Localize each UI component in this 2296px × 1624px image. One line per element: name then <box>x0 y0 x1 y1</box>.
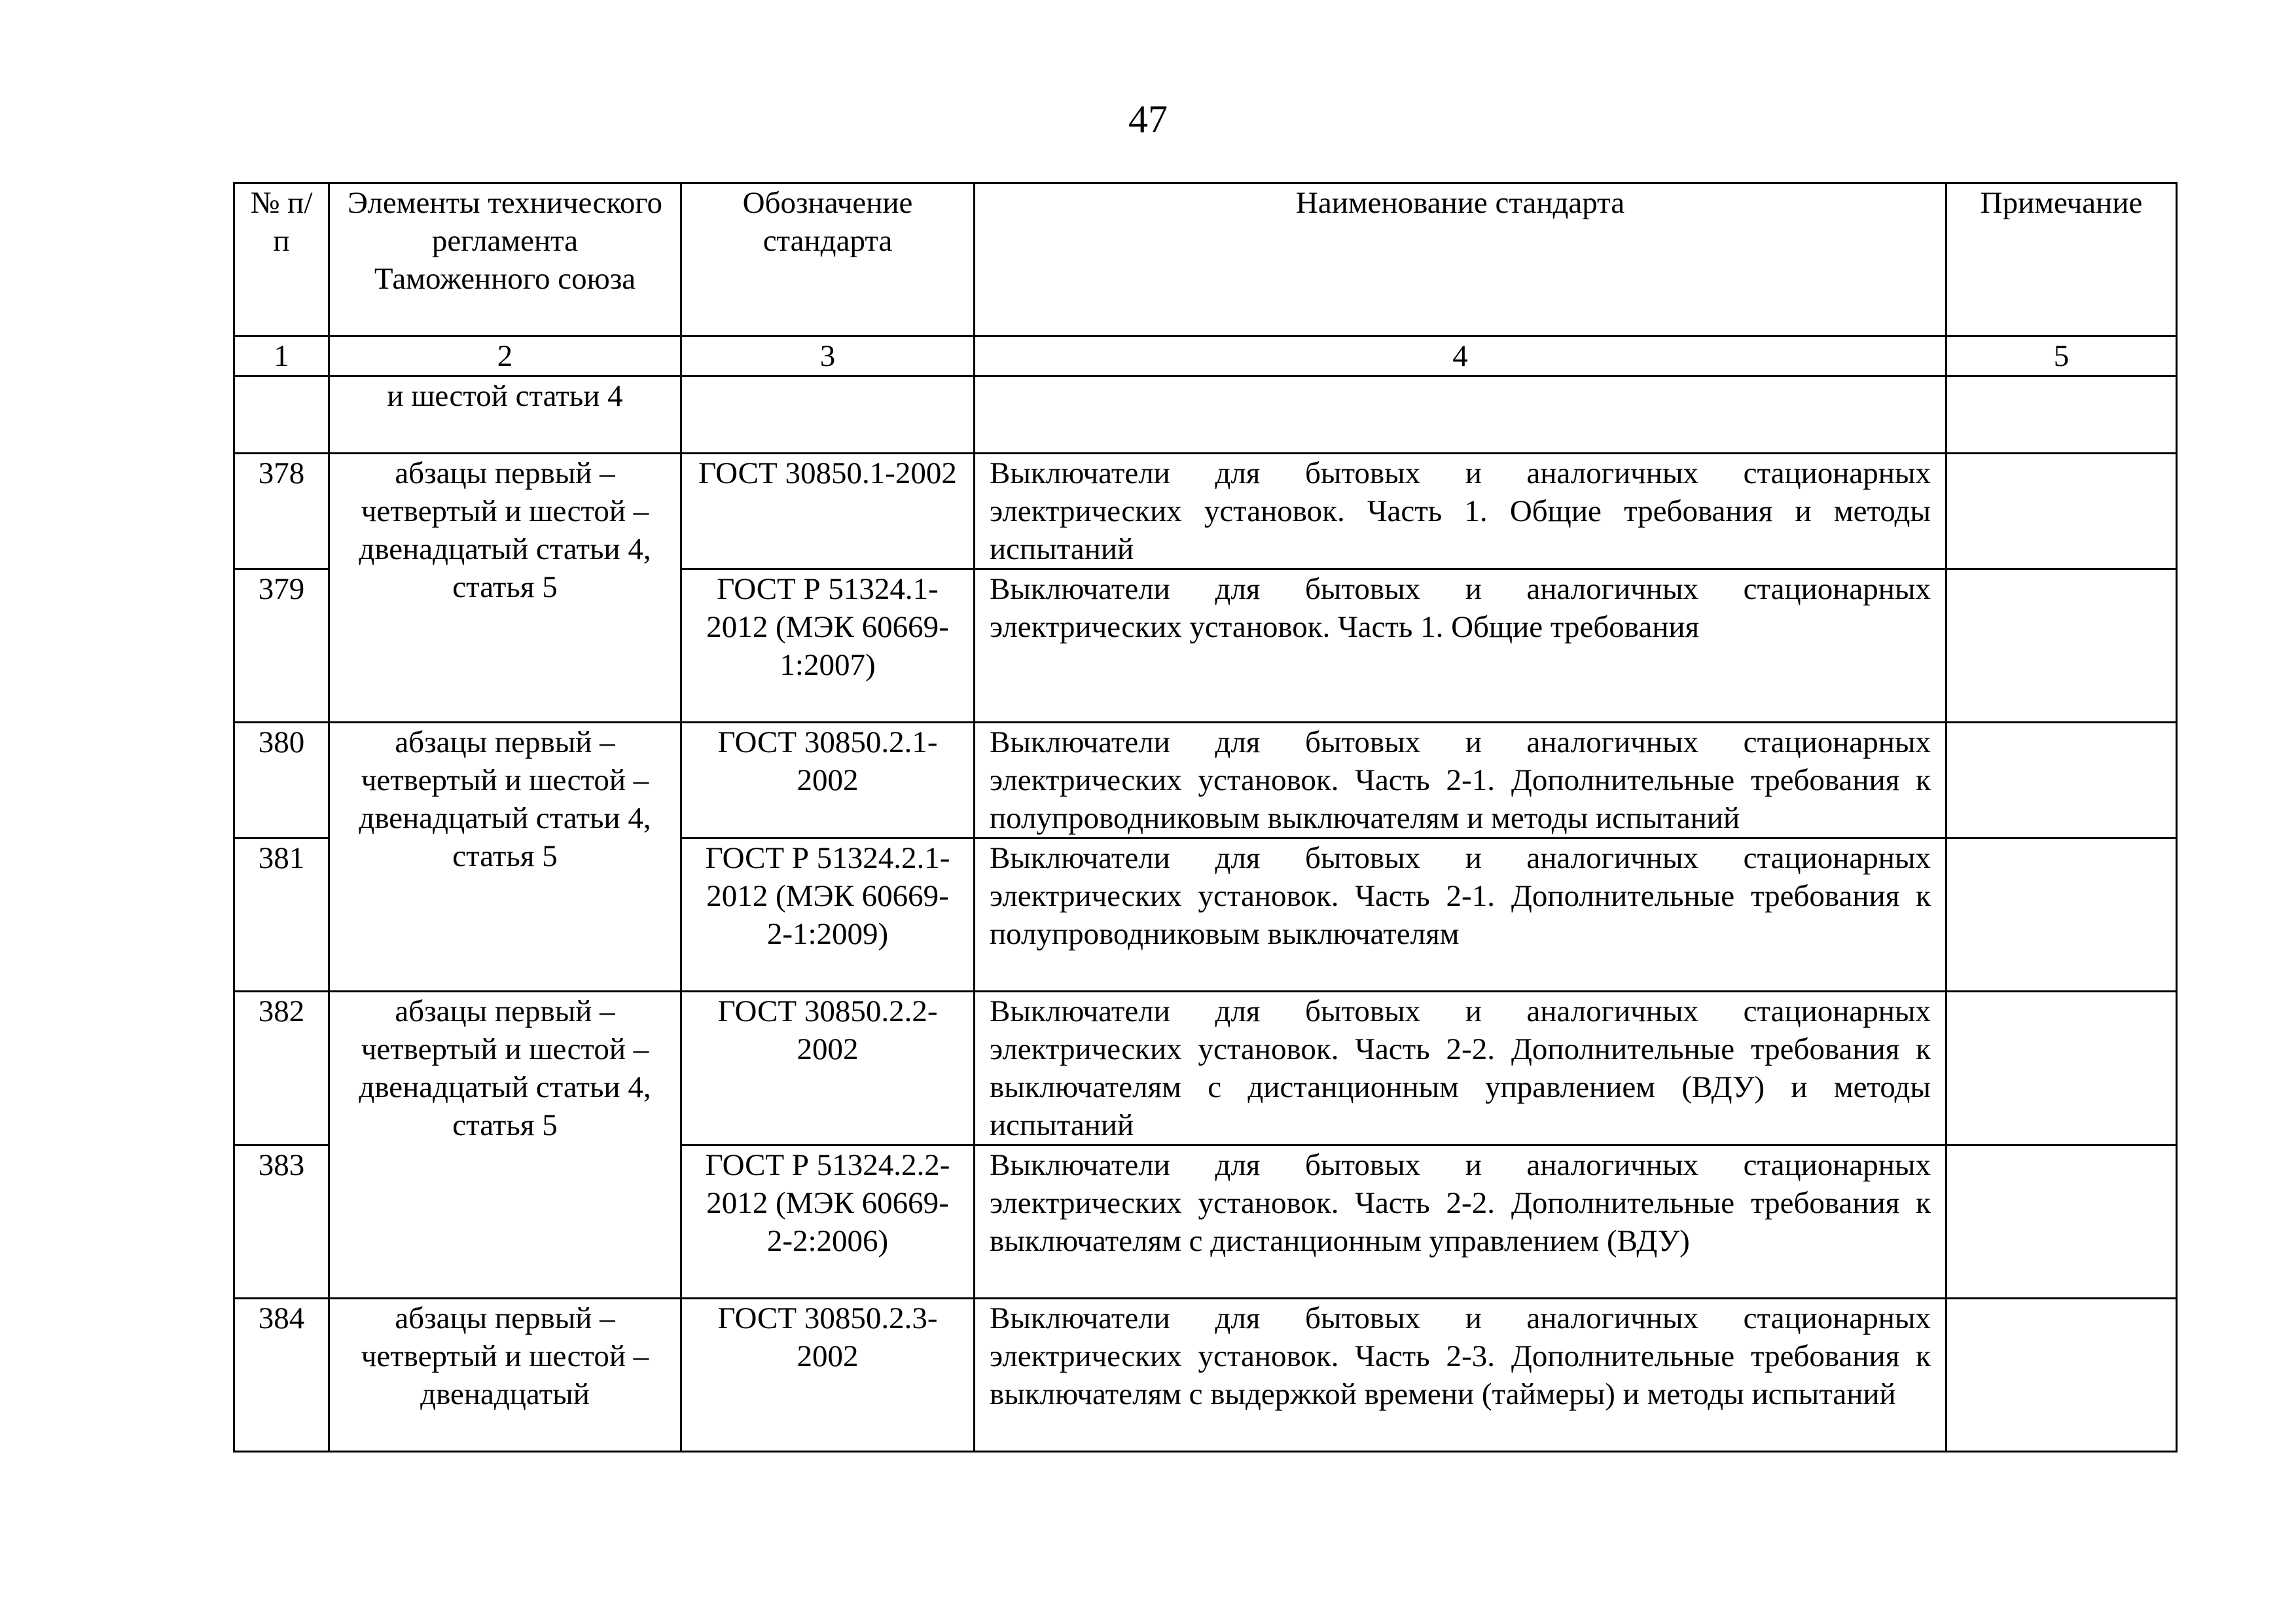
column-number: 5 <box>1946 336 2177 376</box>
row-number: 382 <box>234 992 329 1146</box>
standard-name-cell <box>975 376 1946 454</box>
note-cell <box>1946 569 2177 723</box>
column-number: 2 <box>329 336 681 376</box>
standard-name: Выключатели для бытовых и аналогичных стационарных электрических установок. Часть 2-1. Дополнительные требования к полупроводниковым выключателям и методы испытаний <box>975 723 1946 839</box>
table-row <box>234 1299 2177 1452</box>
note-cell <box>1946 376 2177 454</box>
table-row <box>234 723 2177 839</box>
note-cell <box>1946 839 2177 992</box>
note-cell <box>1946 723 2177 839</box>
header-number: № п/п <box>234 183 329 336</box>
continuation-row <box>234 376 2177 454</box>
table-row <box>234 454 2177 569</box>
row-number: 379 <box>234 569 329 723</box>
column-number: 1 <box>234 336 329 376</box>
note-cell <box>1946 454 2177 569</box>
elements-cell: абзацы первый – четвертый и шестой – двенадцатый статьи 4, статья 5 <box>329 723 681 992</box>
designation-cell <box>681 376 975 454</box>
row-number: 380 <box>234 723 329 839</box>
standard-name: Выключатели для бытовых и аналогичных стационарных электрических установок. Часть 2-2. Дополнительные требования к выключателям с дистанционным управлением (ВДУ) и методы испытаний <box>975 992 1946 1146</box>
header-designation: Обозначение стандарта <box>681 183 975 336</box>
row-number-cell <box>234 376 329 454</box>
standard-name: Выключатели для бытовых и аналогичных стационарных электрических установок. Часть 2-1. Дополнительные требования к полупроводниковым выключателям <box>975 839 1946 992</box>
standard-name: Выключатели для бытовых и аналогичных стационарных электрических установок. Часть 2-3. Дополнительные требования к выключателям с выдержкой времени (таймеры) и методы испытаний <box>975 1299 1946 1452</box>
standards-table <box>233 182 2178 1453</box>
standard-name: Выключатели для бытовых и аналогичных стационарных электрических установок. Часть 1. Общие требования и методы испытаний <box>975 454 1946 569</box>
elements-cell: абзацы первый – четвертый и шестой – двенадцатый статьи 4, статья 5 <box>329 454 681 723</box>
standard-code: ГОСТ 30850.1-2002 <box>681 454 975 569</box>
note-cell <box>1946 1299 2177 1452</box>
standard-name: Выключатели для бытовых и аналогичных стационарных электрических установок. Часть 1. Общие требования <box>975 569 1946 723</box>
page-number: 47 <box>1128 98 1168 141</box>
table-row <box>234 992 2177 1146</box>
row-number: 384 <box>234 1299 329 1452</box>
elements-cell: абзацы первый – четвертый и шестой – двенадцатый статьи 4, статья 5 <box>329 992 681 1299</box>
header-standard-name: Наименование стандарта <box>975 183 1946 336</box>
standard-code: ГОСТ 30850.2.1-2002 <box>681 723 975 839</box>
header-row <box>234 183 2177 336</box>
note-cell <box>1946 992 2177 1146</box>
standard-code: ГОСТ 30850.2.2-2002 <box>681 992 975 1146</box>
standard-code: ГОСТ Р 51324.2.1-2012 (МЭК 60669-2-1:2009) <box>681 839 975 992</box>
column-number: 4 <box>975 336 1946 376</box>
standard-code: ГОСТ Р 51324.1-2012 (МЭК 60669-1:2007) <box>681 569 975 723</box>
standard-name: Выключатели для бытовых и аналогичных стационарных электрических установок. Часть 2-2. Дополнительные требования к выключателям с дистанционным управлением (ВДУ) <box>975 1146 1946 1299</box>
header-elements: Элементы технического регламента Таможенного союза <box>329 183 681 336</box>
row-number: 381 <box>234 839 329 992</box>
standard-code: ГОСТ Р 51324.2.2-2012 (МЭК 60669-2-2:2006) <box>681 1146 975 1299</box>
standard-code: ГОСТ 30850.2.3-2002 <box>681 1299 975 1452</box>
note-cell <box>1946 1146 2177 1299</box>
header-note: Примечание <box>1946 183 2177 336</box>
column-number-row <box>234 336 2177 376</box>
elements-cell: абзацы первый – четвертый и шестой – двенадцатый <box>329 1299 681 1452</box>
row-number: 378 <box>234 454 329 569</box>
column-number: 3 <box>681 336 975 376</box>
row-number: 383 <box>234 1146 329 1299</box>
elements-cell: и шестой статьи 4 <box>329 376 681 454</box>
